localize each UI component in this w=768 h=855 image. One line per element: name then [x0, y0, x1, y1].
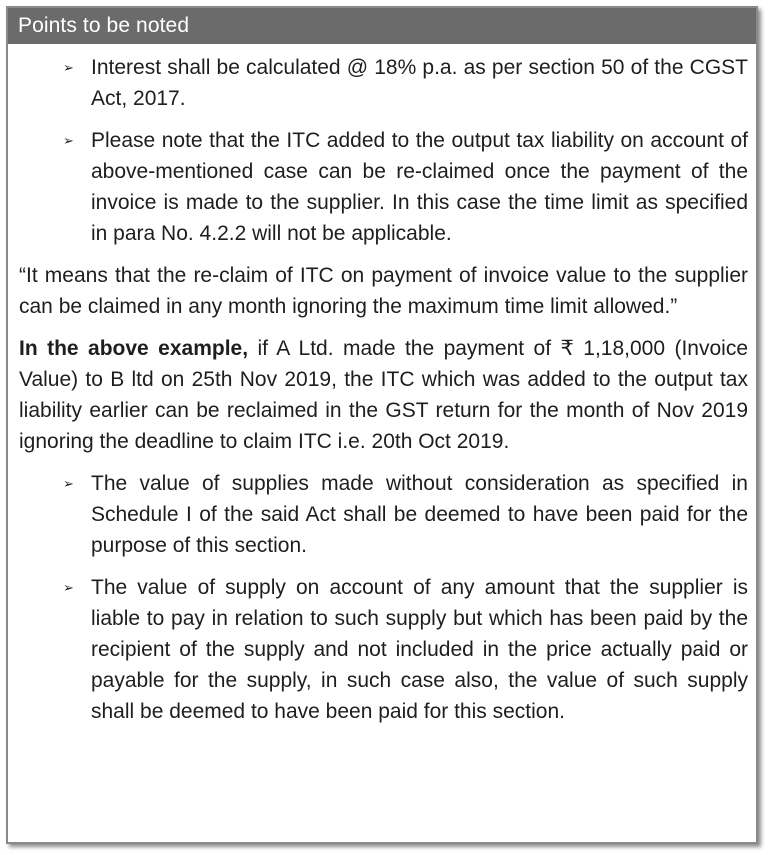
points-box — [6, 6, 758, 844]
bullet-item — [63, 468, 748, 561]
box-header — [8, 8, 756, 44]
example-lead: In the above example, — [19, 337, 249, 360]
example-paragraph — [19, 333, 748, 457]
arrow-bullet-icon: ➢ — [63, 133, 74, 148]
box-title: Points to be noted — [18, 14, 190, 37]
example-body: if A Ltd. made the payment of ₹ 1,18,000 (Invoice Value) to B ltd on 25th Nov 2019, the ITC which was added to the output tax liability earlier can be reclaimed in the GST return for the month of Nov 2019 ignoring the deadline to claim ITC i.e. 20th Oct 2019. — [19, 337, 748, 453]
arrow-bullet-icon: ➢ — [63, 476, 74, 491]
bullet-text: Please note that the ITC added to the output tax liability on account of above-mentioned case can be re-claimed once the payment of the invoice is made to the supplier. In this case the time limit as specified in para No. 4.2.2 will not be applicable. — [91, 129, 748, 245]
bullet-item — [63, 125, 748, 249]
bullet-text: The value of supply on account of any amount that the supplier is liable to pay in relation to such supply but which has been paid by the recipient of the supply and not included in the price actually paid or payable for the supply, in such case also, the value of such supply shall be deemed to have been paid for this section. — [91, 576, 748, 723]
bullet-text: Interest shall be calculated @ 18% p.a. as per section 50 of the CGST Act, 2017. — [91, 56, 748, 110]
arrow-bullet-icon: ➢ — [63, 580, 74, 595]
arrow-bullet-icon: ➢ — [63, 60, 74, 75]
bullet-item — [63, 52, 748, 114]
bullet-text: The value of supplies made without consideration as specified in Schedule I of the said Act shall be deemed to have been paid for the purpose of this section. — [91, 472, 748, 557]
bullet-item — [63, 572, 748, 727]
quote-paragraph: “It means that the re-claim of ITC on payment of invoice value to the supplier can be claimed in any month ignoring the maximum time limit allowed.” — [19, 264, 748, 318]
box-content — [8, 44, 756, 727]
